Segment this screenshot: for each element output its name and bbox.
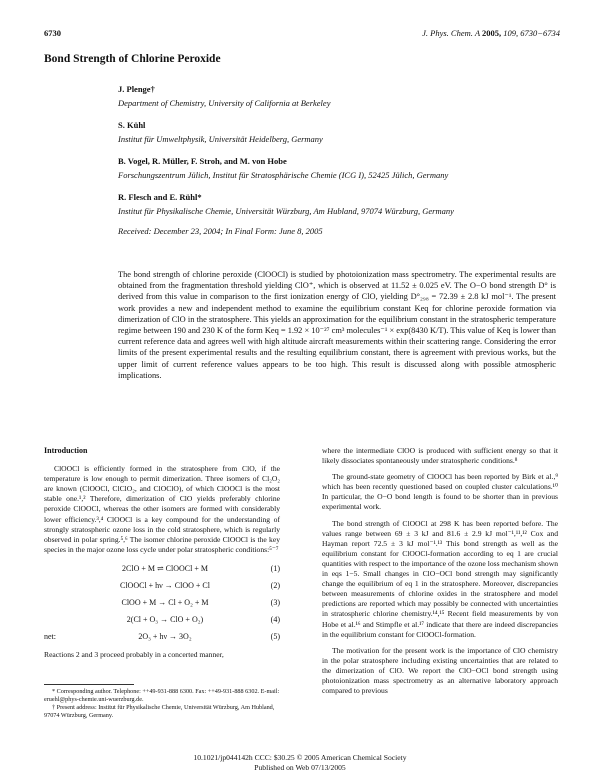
motivation-paragraph: The motivation for the present work is the importance of ClO chemistry in the polar stratosphere including existing uncertainties that are related to the dimerization of ClO. We report the ClO−OCl bond strength using photoionization mass spectrometry as an alternative laboratory approach compared to previous [322,645,558,696]
footnote-divider [44,684,134,685]
author-list [118,84,558,236]
equation-number: (2) [270,581,280,591]
journal-year: 2005, [482,28,502,38]
author-names: J. Plenge† [118,84,155,94]
author-block [118,192,558,216]
author-names: R. Flesch and E. Rühl* [118,192,202,202]
abstract: The bond strength of chlorine peroxide (ClOOCl) is studied by photoionization mass spectrometry. The experimental results are obtained from the fragmentation threshold yielding ClO⁺, which is observed at 11.52 ± 0.025 eV. The O−O bond strength D° is derived from this value in comparison to the first ionization energy of ClO, yielding D°₂₉₈ = 72.39 ± 2.8 kJ mol⁻¹. The present work provides a new and independent method to examine the equilibrium constant Keq for chlorine peroxide formation via dimerization of ClO in the stratosphere. This yields an approximation for the equilibrium constant in the stratospheric temperature regime between 190 and 230 K of the form Keq = 1.92 × 10⁻²⁷ cm³ molecules⁻¹ × exp(8430 K/T). This value of Keq is lower than current reference data and agrees well with high altitude aircraft measurements within their scattering range. Considering the error limits of the present experimental results and the resulting equilibrium constant, there is agreement with previous works, but the upper limit of current reference values appears to be too high. This result is discussed along with possible atmospheric implications. [118,270,556,380]
published-date: Published on Web 07/13/2005 [254,763,346,772]
equation-body: ClOO + M → Cl + O₂ + M [121,598,209,608]
right-column [322,446,558,696]
author-names: S. Kühl [118,120,146,130]
article-title: Bond Strength of Chlorine Peroxide [44,53,221,65]
received-dates: Received: December 23, 2004; In Final Form: June 8, 2005 [118,226,323,236]
post-equation-text: Reactions 2 and 3 proceed probably in a concerted manner, [44,649,224,659]
doi-copyright-line: 10.1021/jp044142h CCC: $30.25 © 2005 American Chemical Society [193,753,407,762]
author-affiliation: Institut für Umweltphysik, Universität Heidelberg, Germany [118,134,323,144]
intro-paragraph: ClOOCl is efficiently formed in the stratosphere from ClO, if the temperature is low enough to permit dimerization. Three isomers of Cl₂O₂ are known (ClOOCl, ClClO₂, and ClOClO), of which ClOOCl is the most stable one.¹,² Therefore, dimerization of ClO yields preferably chlorine peroxide ClOOCl, whereas the other isomers are formed with considerably lower efficiency.³,⁴ ClOOCl is a key compound for the understanding of strongly stratospheric ozone loss in the cold stratosphere, which is regularly observed in polar spring.⁵,⁶ The isomer chlorine peroxide ClOOCl is the key species in the major ozone loss cycle under polar stratospheric conditions:⁵⁻⁷ [44,464,280,554]
equation-body: ClOOCl + hν → ClOO + Cl [120,581,210,591]
equation-number: (4) [270,615,280,625]
equation-number: (3) [270,598,280,608]
author-affiliation: Forschungszentrum Jülich, Institut für Stratosphärische Chemie (ICG I), 52425 Jülich, Germany [118,170,449,180]
author-block [118,84,558,108]
equation [44,612,280,629]
continued-paragraph: where the intermediate ClOO is produced with sufficient energy so that it likely dissociates spontaneously under stratospheric conditions.⁸ [322,446,558,466]
geometry-paragraph: The ground-state geometry of ClOOCl has been reported by Birk et al.,⁹ which has been recently questioned based on coupled cluster calculations.¹⁰ In particular, the O−O bond length is found to be shorter than in previous experimental work. [322,472,558,512]
footnote-present-address: † Present address: Institut für Physikalische Chemie, Universität Würzburg, Am Hubland, 97074 Würzburg, Germany. [44,704,275,719]
equation-body: 2ClO + M ⇌ ClOOCl + M [122,564,208,574]
author-affiliation: Department of Chemistry, University of California at Berkeley [118,98,331,108]
author-block [118,156,558,180]
equation-body: 2O₃ + hν → 3O₂ [138,632,192,642]
journal-name: J. Phys. Chem. A [422,28,480,38]
equation [44,578,280,595]
equation [44,595,280,612]
equation [44,629,280,646]
page-number: 6730 [44,28,61,38]
footnotes [44,688,282,720]
equation-number: (1) [270,564,280,574]
section-heading-introduction: Introduction [44,446,88,455]
equation [44,561,280,578]
journal-citation [422,28,560,38]
journal-volume-pages: 109, 6730−6734 [503,28,560,38]
equation-number: (5) [270,632,280,642]
author-names: B. Vogel, R. Müller, F. Stroh, and M. von Hobe [118,156,287,166]
equation-prefix: net: [44,632,56,642]
author-affiliation: Institut für Physikalische Chemie, Universität Würzburg, Am Hubland, 97074 Würzburg, Germany [118,206,454,216]
left-column [44,446,280,660]
footnote-corresponding-author: * Corresponding author. Telephone: ++49-931-888 6300. Fax: ++49-931-888 6302. E-mail: eruehl@phys-chemie.uni-wuerzburg.de. [44,688,280,703]
bond-strength-paragraph: The bond strength of ClOOCl at 298 K has been reported before. The values range between 69 ± 3 kJ and 81.6 ± 2.9 kJ mol⁻¹,¹¹,¹² Cox and Hayman report 72.5 ± 3 kJ mol⁻¹.¹³ This bond strength as well as the equilibrium constant for ClOOCl-formation according to eq 1 are crucial quantities with respect to the importance of the ozone loss mechanism shown in eqs 1−5. Small changes in ClO−OCl bond strength may significantly change the equilibrium of eq 1 in the stratosphere. Moreover, discrepancies between measurements of chlorine oxides in the stratosphere and model predictions are reported which may possibly be connected with uncertainties in stratospheric chlorine chemistry.¹⁴,¹⁵ Recent field measurements by von Hobe et al.¹⁶ and Stimpfle et al.¹⁷ indicate that there are indeed discrepancies in the equilibrium constant for ClOOCl-formation. [322,518,558,639]
equation-list [44,561,280,646]
author-block [118,120,558,144]
equation-body: 2(Cl + O₃ → ClO + O₂) [126,615,204,625]
